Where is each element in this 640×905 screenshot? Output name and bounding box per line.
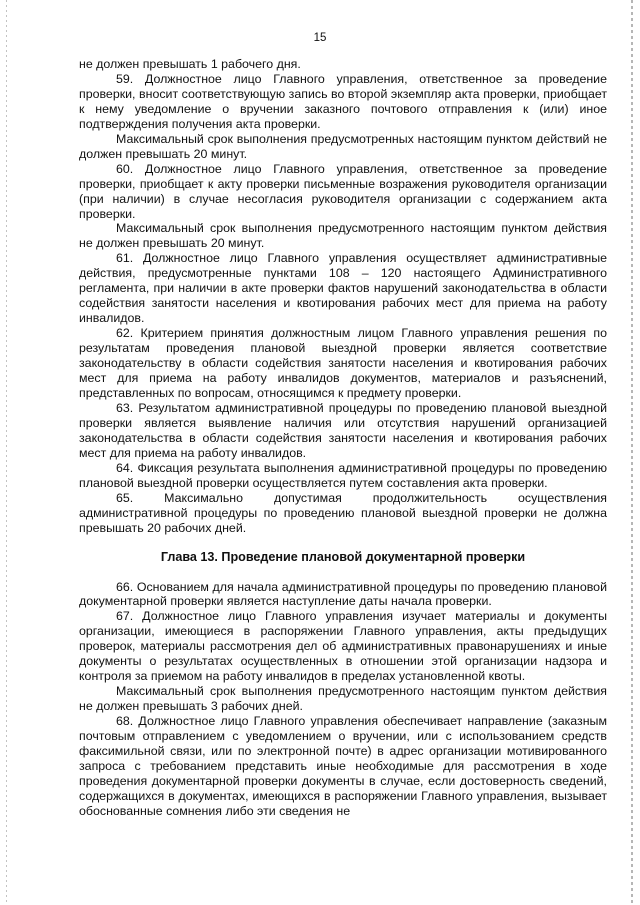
paragraph-60: 60. Должностное лицо Главного управления, ответственное за проведение проверки, приобщает к акту проверки письменные возражения руководителя организации (при наличии) в случае несогласия руководителя организации с содержанием акта проверки. xyxy=(79,161,607,221)
paragraph-59-time-limit: Максимальный срок выполнения предусмотренных настоящим пунктом действий не должен превышать 20 минут. xyxy=(79,131,607,161)
document-body xyxy=(79,57,607,819)
paragraph-59: 59. Должностное лицо Главного управления, ответственное за проведение проверки, вносит соответствующую запись во второй экземпляр акта проверки, приобщает к нему уведомление о вручении заказного почтового отправления к (или) иное подтверждения получения акта проверки. xyxy=(79,71,607,131)
paragraph-62: 62. Критерием принятия должностным лицом Главного управления решения по результатам проведения плановой выездной проверки является соответствие законодательству в области содействия занятости населения и квотирования рабочих мест для приема на работу инвалидов документов, материалов и разъяснений, представленных по вопросам, относящимся к предмету проверки. xyxy=(79,326,607,400)
chapter-heading: Глава 13. Проведение плановой документарной проверки xyxy=(160,549,526,564)
paragraph-61: 61. Должностное лицо Главного управления осуществляет административные действия, предусмотренные пунктами 108 – 120 настоящего Административного регламента, при наличии в акте проверки фактов нарушений законодательства в области содействия занятости населения и квотирования рабочих мест для приема на работу инвалидов. xyxy=(79,251,607,326)
paragraph-63: 63. Результатом административной процедуры по проведению плановой выездной проверки является выявление наличия или отсутствия нарушений организацией законодательства в области содействия занятости населения и квотирования рабочих мест для приема на работу инвалидов. xyxy=(79,400,607,460)
paragraph-65: 65. Максимально допустимая продолжительность осуществления административной процедуры по проведению плановой выездной проверки не должна превышать 20 рабочих дней. xyxy=(79,490,607,535)
paragraph-64: 64. Фиксация результата выполнения административной процедуры по проведению плановой выездной проверки осуществляется путем составления акта проверки. xyxy=(79,460,607,490)
scan-edge-left xyxy=(6,0,7,905)
scan-edge-right xyxy=(631,0,633,905)
paragraph-67-time-limit: Максимальный срок выполнения предусмотренного настоящим пунктом действия не должен превышать 3 рабочих дней. xyxy=(79,684,607,714)
paragraph-68: 68. Должностное лицо Главного управления обеспечивает направление (заказным почтовым отправлением с уведомлением о вручении, или с использованием средств факсимильной связи, или по электронной почте) в адрес организации мотивированного запроса с требованием представить иные необходимые для рассмотрения в ходе проведения документарной проверки документы в случае, если достоверность сведений, содержащихся в документах, имеющихся в распоряжении Главного управления, вызывает обоснованные сомнения либо эти сведения не xyxy=(79,714,607,818)
paragraph-continuation: не должен превышать 1 рабочего дня. xyxy=(79,57,301,71)
paragraph-66: 66. Основанием для начала административной процедуры по проведению плановой документарной проверки является наступление даты начала проверки. xyxy=(79,579,607,609)
paragraph-67: 67. Должностное лицо Главного управления изучает материалы и документы организации, имеющиеся в распоряжении Главного управления, акты предыдущих проверок, материалы рассмотрения дел об административных правонарушениях и иные документы о результатах осуществленных в отношении этой организации надзора и контроля за приемом на работу инвалидов в пределах установленной квоты. xyxy=(79,609,607,684)
paragraph-60-time-limit: Максимальный срок выполнения предусмотренного настоящим пунктом действия не должен превышать 20 минут. xyxy=(79,221,607,251)
page-number: 15 xyxy=(313,32,327,44)
